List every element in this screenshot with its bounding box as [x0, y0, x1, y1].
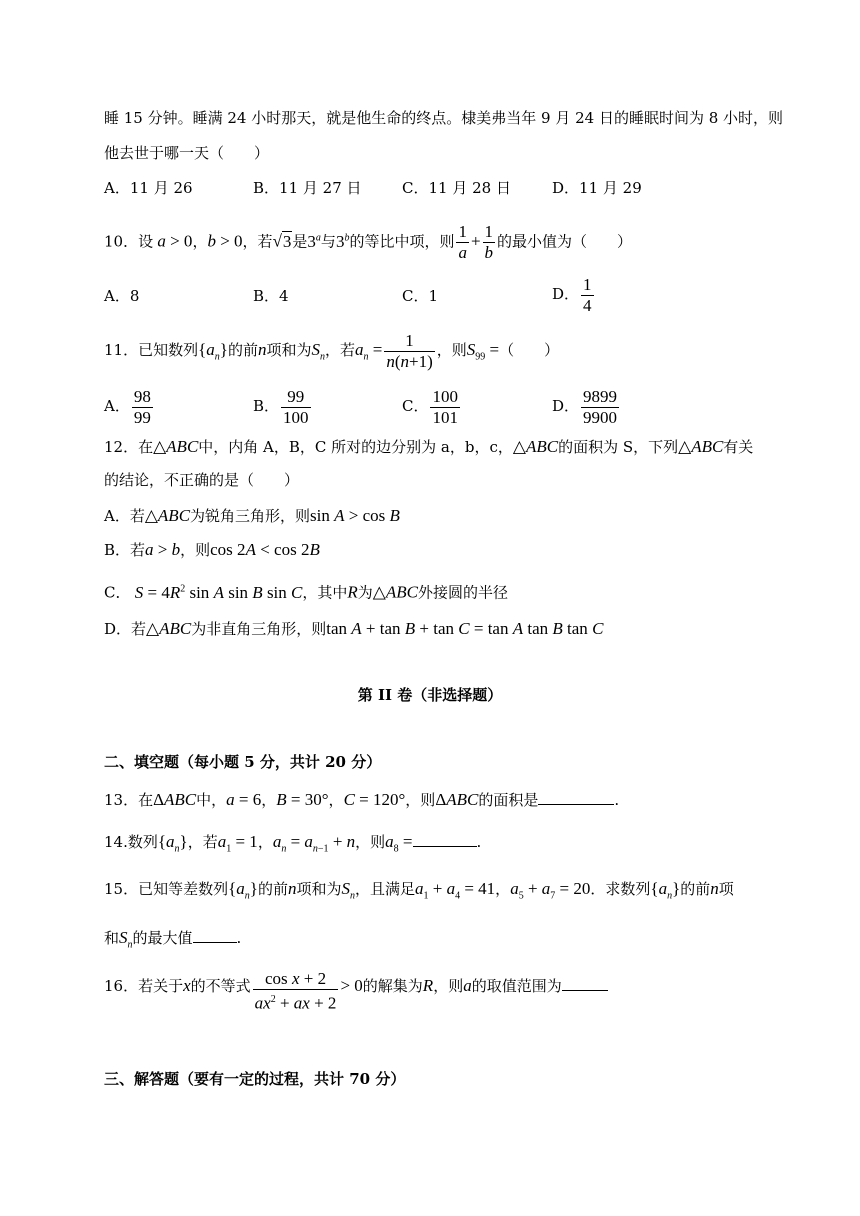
- q14-blank[interactable]: [413, 832, 477, 847]
- q11-option-a: A． $\frac{98}{99}$: [104, 386, 151, 427]
- q13: 13．在ΔABC中，a = 6，B = 30°，C = 120°，则ΔABC的面积是 .: [104, 790, 620, 809]
- q12-option-d: D．若△ABC为非直角三角形，则tan A + tan B + tan C = tan A tan B tan C: [104, 619, 604, 638]
- q11-option-b: B． $\frac{99}{100}$: [253, 386, 309, 427]
- q10-option-a: A．8: [104, 287, 140, 305]
- solve-section-heading: 三、解答题（要有一定的过程，共计 70 分）: [104, 1070, 406, 1088]
- q10-stem: 10．设 a > 0，b > 0，若√3是3$^a$与3$^b$的等比中项，则 $\frac{1}{a}$ + $\frac{1}{b}$ 的最小值为（ ）: [104, 222, 633, 263]
- q10-option-c: C．1: [402, 287, 439, 305]
- q11-option-d: D． $\frac{9899}{9900}$: [552, 386, 618, 427]
- q14: 14.数列$\{a_n\}$，若$a_1 = 1$，$a_n = a_{n-1} + n$，则$a_8$ = .: [104, 832, 482, 855]
- q10-option-b: B．4: [253, 287, 289, 305]
- q12-option-c: C． $S = 4R^2$ sin A sin B sin C，其中R为△ABC外接圆的半径: [104, 582, 508, 602]
- q9-option-d: D．11 月 29: [552, 179, 642, 197]
- q15-line2: 和$S_n$的最大值 .: [104, 928, 242, 951]
- q9-option-b: B．11 月 27 日: [253, 179, 362, 197]
- q15-line1: 15．已知等差数列$\{a_n\}$的前n项和为$S_n$，且满足$a_1 + a_4 = 41$，$a_5 + a_7 = 20$．求数列$\{a_n\}$的前n项: [104, 879, 734, 902]
- q11-option-c: C． $\frac{100}{101}$: [402, 386, 458, 427]
- q9-line1: 睡 15 分钟。睡满 24 小时那天，就是他生命的终点。棣美弗当年 9 月 24 日的睡眠时间为 8 小时，则: [104, 109, 784, 127]
- q10-option-d: D． $\frac{1}{4}$: [552, 274, 592, 315]
- q9-option-c: C．11 月 28 日: [402, 179, 511, 197]
- q9-line2: 他去世于哪一天（ ）: [104, 144, 270, 162]
- q16: 16．若关于x的不等式 $\frac{\text{cos x + 2}}{ax^2 + ax + 2}$ > 0的解集为R，则a的取值范围为: [104, 966, 608, 1014]
- section-ii-title: 第 II 卷（非选择题）: [357, 686, 503, 704]
- q13-blank[interactable]: [538, 790, 614, 805]
- q12-line2: 的结论，不正确的是（ ）: [104, 471, 300, 489]
- q12-line1: 12．在△ABC中，内角 A，B，C 所对的边分别为 a，b，c，△ABC的面积为 S，下列△ABC有关: [104, 437, 754, 456]
- q11-stem: 11．已知数列$\{a_n\}$的前n项和为$S_n$，若$a_n$ = $\frac{1}{n(n+1)}$ ，则$S_{99}$ =（ ）: [104, 330, 560, 371]
- fill-section-heading: 二、填空题（每小题 5 分，共计 20 分）: [104, 753, 382, 771]
- q16-blank[interactable]: [562, 976, 608, 991]
- q12-option-b: B．若a > b，则cos 2A < cos 2B: [104, 540, 320, 559]
- q9-option-a: A．11 月 26: [104, 179, 193, 197]
- q15-blank[interactable]: [193, 928, 237, 943]
- q12-option-a: A．若△ABC为锐角三角形，则sin A > cos B: [104, 506, 400, 525]
